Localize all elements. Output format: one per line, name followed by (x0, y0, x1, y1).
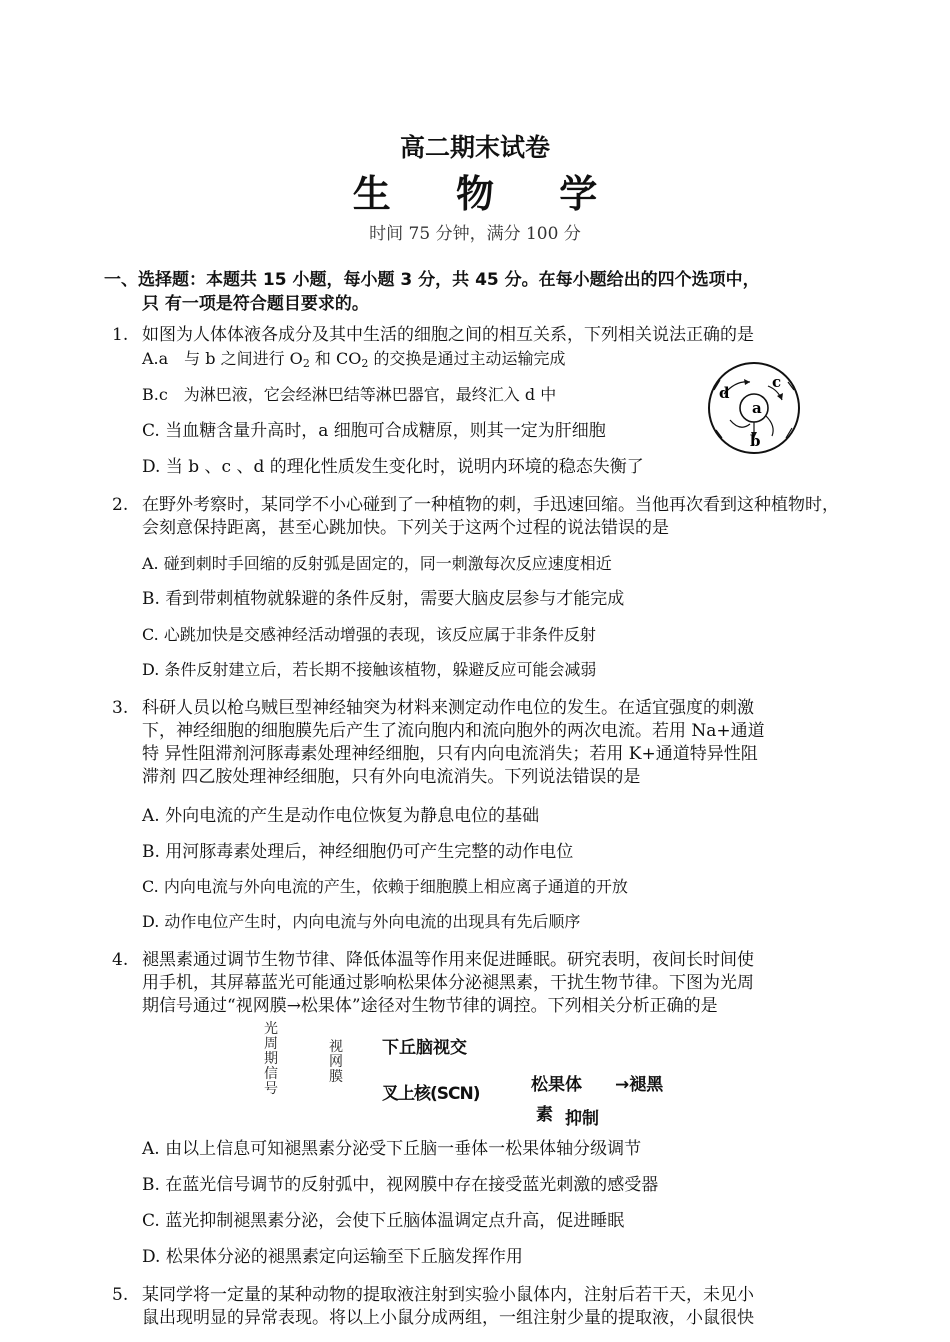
q3-option-c: C. 内向电流与外向电流的产生，依赖于细胞膜上相应离子通道的开放 (142, 877, 628, 896)
question-stem-line1: 褪黑素通过调节生物节律、降低体温等作用来促进睡眠。研究表明，夜间长时间使 (142, 950, 754, 970)
body-fluid-diagram (706, 360, 802, 456)
q4-option-a: A. 由以上信息可知褪黑素分泌受下丘脑一垂体一松果体轴分级调节 (142, 1139, 642, 1159)
question-number: 1. (112, 325, 129, 345)
fig-pineal-label: 松果体 (531, 1075, 582, 1095)
q1-option-a: A.a 与 b 之间进行 $O_2$ 和 $CO_2$ 的交换是通过主动运输完成 (142, 349, 566, 370)
q2-option-a: A. 碰到刺时手回缩的反射弧是固定的，同一刺激每次反应速度相近 (142, 554, 612, 573)
subject-title: 生 物 学 (352, 172, 624, 216)
q3-option-d: D. 动作电位产生时，内向电流与外向电流的出现具有先后顺序 (142, 912, 581, 931)
question-2 (112, 494, 847, 540)
fig-melatonin-label: →褪黑 (615, 1075, 664, 1095)
q3-option-b: B. 用河豚毒素处理后，神经细胞仍可产生完整的动作电位 (142, 842, 574, 862)
q4-option-b: B. 在蓝光信号调节的反射弧中，视网膜中存在接受蓝光刺激的感受器 (142, 1175, 659, 1195)
question-stem-line1: 科研人员以枪乌贼巨型神经轴突为材料来测定动作电位的发生。在适宜强度的刺激 (142, 698, 754, 718)
fig-inhibit-label: 抑制 (565, 1109, 599, 1129)
fig-hypothalamus-label-1: 下丘脑视交 (382, 1038, 467, 1058)
question-3 (112, 697, 847, 789)
question-number: 2. (112, 495, 129, 515)
section-heading (104, 268, 844, 316)
q2-option-d: D. 条件反射建立后，若长期不接触该植物，躲避反应可能会减弱 (142, 660, 597, 679)
question-stem-line4: 滞剂 四乙胺处理神经细胞，只有外向电流消失。下列说法错误的是 (142, 767, 641, 787)
q3-option-a: A. 外向电流的产生是动作电位恢复为静息电位的基础 (142, 806, 540, 826)
question-4 (112, 949, 847, 1018)
fig-signal-label: 光周期信号 (264, 1021, 278, 1097)
question-stem-line1: 某同学将一定量的某种动物的提取液注射到实验小鼠体内，注射后若干天，未见小 (142, 1285, 754, 1305)
question-stem: 在野外考察时，某同学不小心碰到了一种植物的刺，手迅速回缩。当他再次看到这种植物时，会刻意保持距离，甚至心跳加快。下列关于这两个过程的说法错误的是 (142, 495, 839, 538)
question-number: 3. (112, 698, 129, 718)
q1-option-d: D. 当 b 、c 、d 的理化性质发生变化时，说明内环境的稳态失衡了 (142, 457, 644, 477)
question-stem-line2: 鼠出现明显的异常表现。将以上小鼠分成两组，一组注射少量的提取液，小鼠很快 (142, 1308, 754, 1328)
question-stem: 如图为人体体液各成分及其中生活的细胞之间的相互关系，下列相关说法正确的是 (142, 325, 754, 345)
fig-label-c: c (772, 373, 782, 391)
q2-option-b: B. 看到带刺植物就躲避的条件反射，需要大脑皮层参与才能完成 (142, 589, 625, 609)
question-number: 4. (112, 950, 129, 970)
section-heading-line1: 一、选择题：本题共 15 小题，每小题 3 分，共 45 分。在每小题给出的四个选项中， (104, 270, 760, 290)
question-5 (112, 1284, 847, 1330)
question-number: 5. (112, 1285, 129, 1305)
fig-label-d: d (719, 384, 730, 402)
fig-label-b: b (750, 432, 761, 450)
fig-su-label: 素 (536, 1105, 553, 1125)
q2-option-c: C. 心跳加快是交感神经活动增强的表现，该反应属于非条件反射 (142, 625, 596, 644)
q1-option-b: B.c 为淋巴液，它会经淋巴结等淋巴器官，最终汇入 d 中 (142, 385, 557, 404)
q4-option-d: D. 松果体分泌的褪黑素定向运输至下丘脑发挥作用 (142, 1247, 523, 1267)
fig-retina-label: 视网膜 (329, 1039, 343, 1085)
section-heading-line2: 只 有一项是符合题目要求的。 (142, 294, 369, 314)
q1-option-c: C. 当血糖含量升高时，a 细胞可合成糖原，则其一定为肝细胞 (142, 421, 606, 441)
fig-hypothalamus-label-2: 叉上核(SCN) (382, 1084, 480, 1104)
exam-info: 时间 75 分钟，满分 100 分 (369, 224, 581, 244)
exam-title: 高二期末试卷 (399, 133, 550, 162)
q4-option-c: C. 蓝光抑制褪黑素分泌，会使下丘脑体温调定点升高，促进睡眠 (142, 1211, 625, 1231)
question-stem-line3: 特 异性阻滞剂河豚毒素处理神经细胞，只有内向电流消失；若用 K+通道特异性阻 (142, 744, 758, 764)
question-1 (112, 324, 847, 347)
question-stem-line3: 期信号通过“视网膜→松果体”途径对生物节律的调控。下列相关分析正确的是 (142, 996, 718, 1016)
question-stem-line2: 用手机，其屏幕蓝光可能通过影响松果体分泌褪黑素，干扰生物节律。下图为光周 (142, 973, 754, 993)
question-stem-line2: 下，神经细胞的细胞膜先后产生了流向胞内和流向胞外的两次电流。若用 Na+通道 (142, 721, 765, 741)
fig-label-a: a (752, 399, 762, 417)
